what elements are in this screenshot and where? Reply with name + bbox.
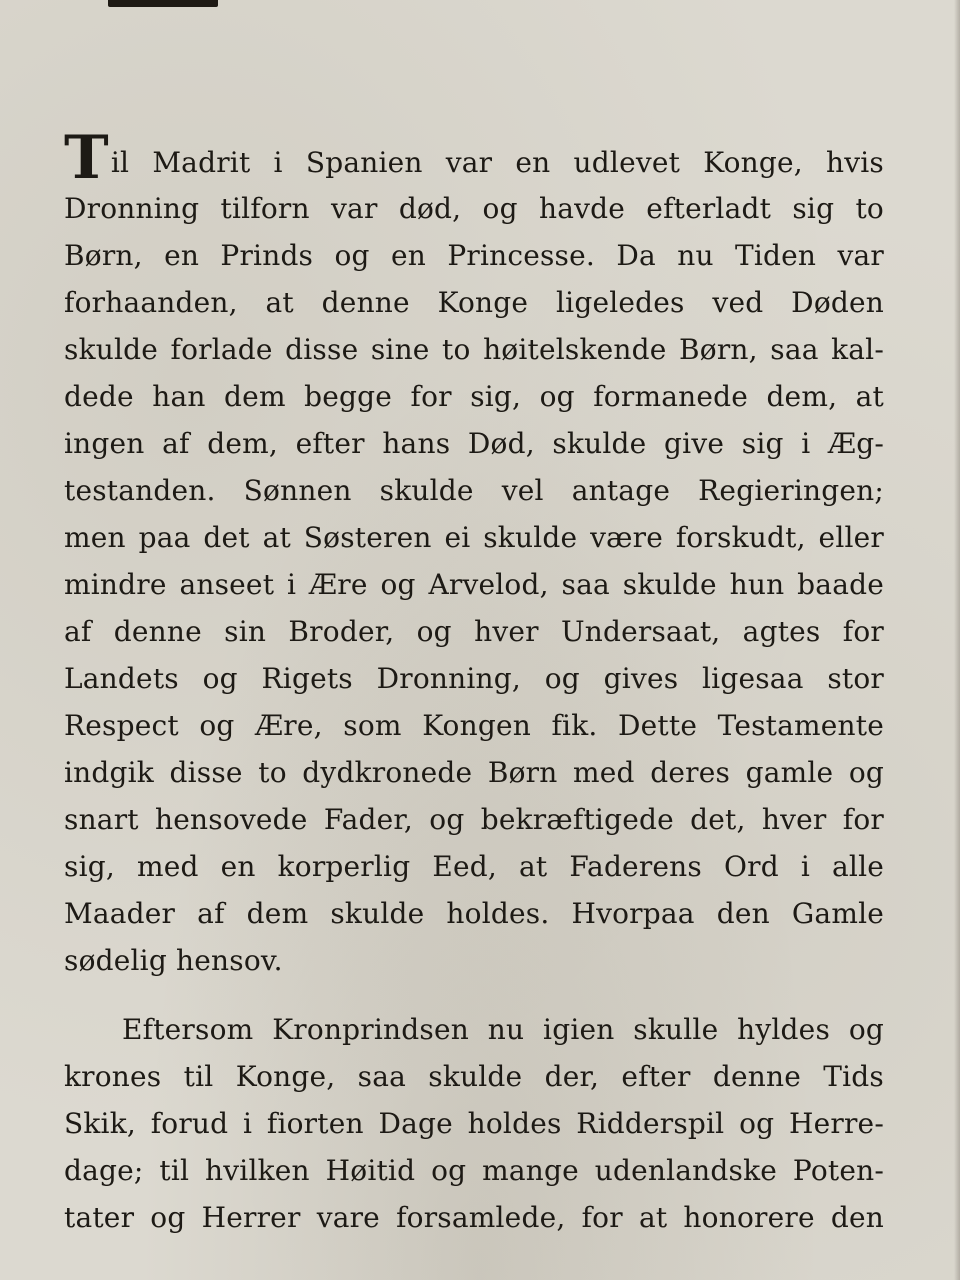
paragraph-1-line: Dronning tilforn var død, og havde efterladt sig to <box>64 192 884 225</box>
drop-cap: T <box>64 123 109 193</box>
paragraph-1-line: testanden. Sønnen skulde vel antage Regieringen; <box>64 474 884 507</box>
paragraph-1-line: Respect og Ære, som Kongen fik. Dette Testamente <box>64 709 884 742</box>
paragraph-2-line: dage; til hvilken Høitid og mange udenlandske Poten- <box>64 1154 884 1187</box>
paragraph-2-line-1: Eftersom Kronprindsen nu igien skulle hyldes og <box>122 1013 884 1046</box>
page-edge-shadow <box>954 0 960 1280</box>
paragraph-2-line: Skik, forud i fiorten Dage holdes Ridderspil og Herre- <box>64 1107 884 1140</box>
paragraph-1-line: dede han dem begge for sig, og formanede dem, at <box>64 380 884 413</box>
top-rule-divider <box>108 0 218 7</box>
paragraph-1-line: sig, med en korperlig Eed, at Faderens Ord i alle <box>64 850 884 883</box>
paragraph-1-line: ingen af dem, efter hans Død, skulde give sig i Æg- <box>64 427 884 460</box>
paragraph-1-line: mindre anseet i Ære og Arvelod, saa skulde hun baade <box>64 568 884 601</box>
paragraph-1-line: af denne sin Broder, og hver Undersaat, agtes for <box>64 615 884 648</box>
paragraph-spacer <box>64 984 884 1006</box>
paragraph-2-line: tater og Herrer vare forsamlede, for at honorere den <box>64 1201 884 1234</box>
paragraph-1-line: skulde forlade disse sine to høitelskende Børn, saa kal- <box>64 333 884 366</box>
paragraph-1-line: indgik disse to dydkronede Børn med deres gamle og <box>64 756 884 789</box>
paragraph-1-line: Maader af dem skulde holdes. Hvorpaa den Gamle <box>64 897 884 930</box>
paragraph-1-line: Landets og Rigets Dronning, og gives ligesaa stor <box>64 662 884 695</box>
paragraph-2-line: krones til Konge, saa skulde der, efter denne Tids <box>64 1060 884 1093</box>
paragraph-1-line: Børn, en Prinds og en Princesse. Da nu Tiden var <box>64 239 884 272</box>
paragraph-1-line-1: Til Madrit i Spanien var en udlevet Konge, hvis <box>64 123 884 193</box>
paragraph-1-line: forhaanden, at denne Konge ligeledes ved Døden <box>64 286 884 319</box>
paragraph-1-last-line: sødelig hensov. <box>64 944 283 977</box>
paragraph-1-line: snart hensovede Fader, og bekræftigede det, hver for <box>64 803 884 836</box>
body-text <box>64 123 884 1241</box>
paragraph-1-line: men paa det at Søsteren ei skulde være forskudt, eller <box>64 521 884 554</box>
